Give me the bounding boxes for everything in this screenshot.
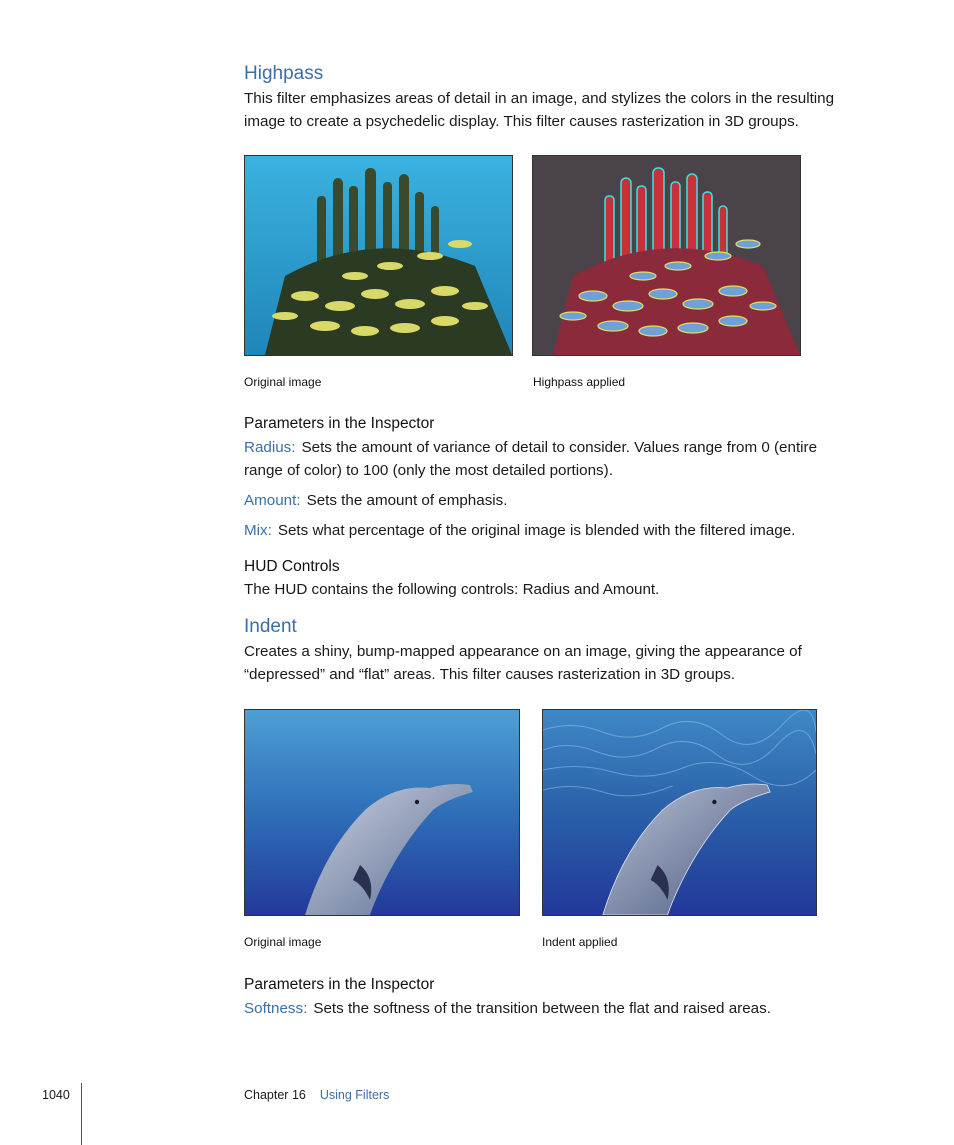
param-mix (244, 519, 884, 542)
footer-chapter (244, 1088, 389, 1102)
highpass-intro (244, 87, 884, 133)
param-amount (244, 489, 884, 512)
highpass-original-image (244, 155, 513, 356)
indent-intro-line-2: “depressed” and “flat” areas. This filter causes rasterization in 3D groups. (244, 666, 736, 683)
indent-original-image (244, 709, 520, 916)
param-amount-term: Amount: (244, 492, 301, 509)
footer-chapter-title-link[interactable]: Using Filters (319, 1088, 390, 1102)
hud-controls-heading: HUD Controls (244, 558, 340, 575)
highpass-params-heading: Parameters in the Inspector (244, 415, 435, 432)
highpass-title: Highpass (244, 63, 324, 84)
indent-caption-applied: Indent applied (542, 935, 618, 949)
footer-divider (81, 1083, 82, 1145)
param-mix-desc: Sets what percentage of the original image is blended with the filtered image. (277, 522, 796, 539)
indent-title: Indent (244, 616, 297, 637)
footer-chapter-label: Chapter 16 (244, 1088, 306, 1102)
indent-applied-image (542, 709, 817, 916)
param-mix-term: Mix: (244, 522, 272, 539)
highpass-caption-applied: Highpass applied (533, 375, 626, 389)
param-radius-desc-2: range of color) to 100 (only the most detailed portions). (244, 462, 613, 479)
indent-caption-original: Original image (244, 935, 322, 949)
highpass-intro-line-2: image to create a psychedelic display. This filter causes rasterization in 3D groups. (244, 113, 799, 130)
param-softness-desc: Sets the softness of the transition between the flat and raised areas. (313, 1000, 771, 1017)
highpass-intro-line-1: This filter emphasizes areas of detail in an image, and stylizes the colors in the resulting (244, 90, 835, 107)
param-amount-desc: Sets the amount of emphasis. (306, 492, 508, 509)
param-softness-term: Softness: (244, 1000, 308, 1017)
indent-intro-line-1: Creates a shiny, bump-mapped appearance on an image, giving the appearance of (244, 643, 802, 660)
param-radius-term: Radius: (244, 439, 296, 456)
indent-intro (244, 640, 884, 686)
indent-params-heading: Parameters in the Inspector (244, 976, 435, 993)
page-number: 1040 (42, 1088, 70, 1102)
highpass-caption-original: Original image (244, 375, 322, 389)
param-radius-desc-1: Sets the amount of variance of detail to consider. Values range from 0 (entire (301, 439, 818, 456)
param-radius (244, 436, 884, 482)
hud-controls-desc: The HUD contains the following controls: Radius and Amount. (244, 581, 660, 598)
param-softness (244, 997, 884, 1020)
highpass-applied-image (532, 155, 801, 356)
